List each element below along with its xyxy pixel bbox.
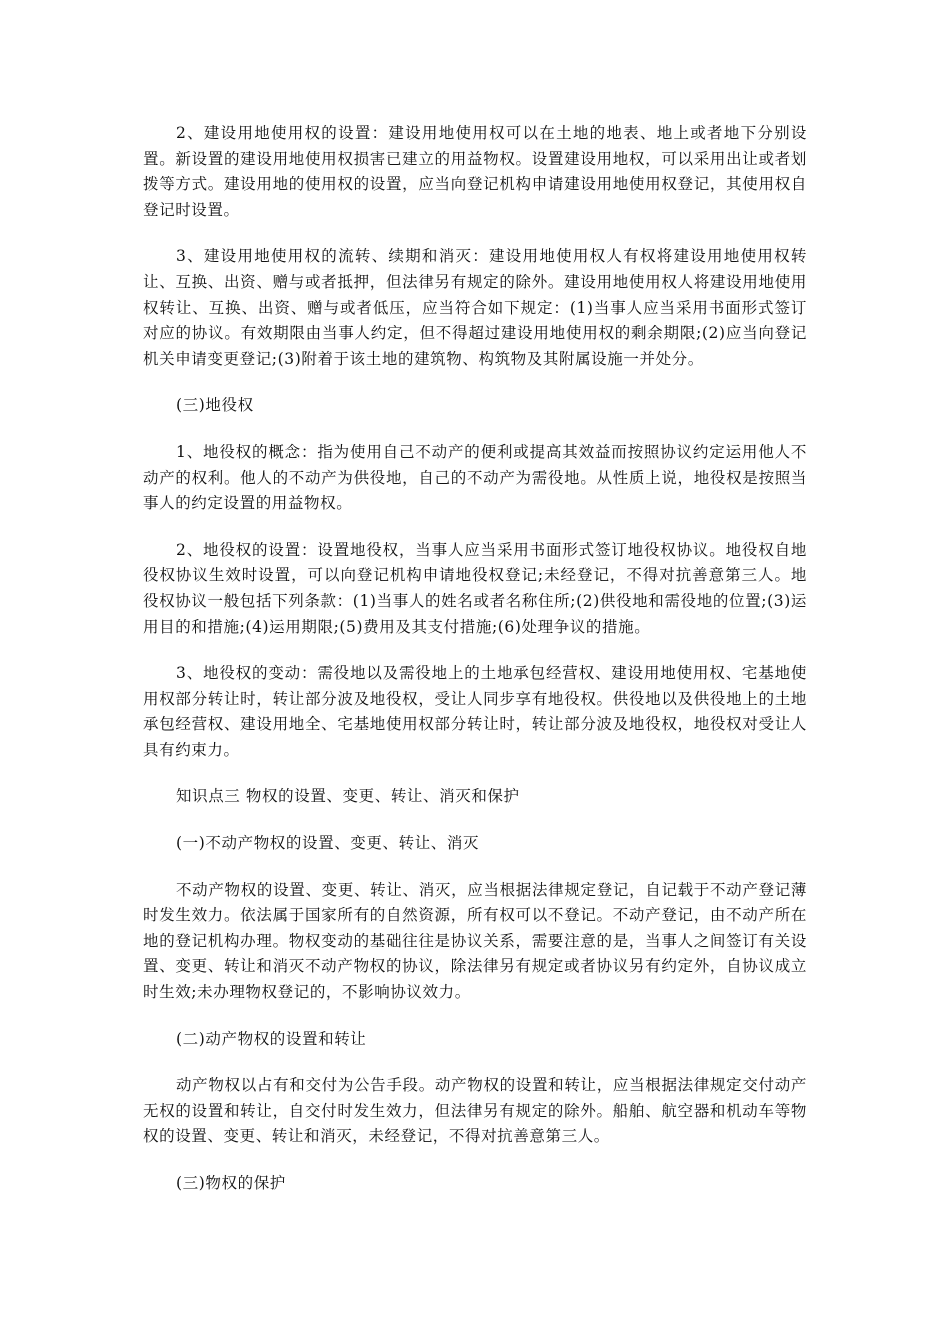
paragraph: 2、地役权的设置：设置地役权，当事人应当采用书面形式签订地役权协议。地役权自地役权协议生效时设置，可以向登记机构申请地役权登记;未经登记，不得对抗善意第三人。地役权协议一般包括下列条款：(1)当事人的姓名或者名称住所;(2)供役地和需役地的位置;(3)运用目的和措施;(4)运用期限;(5)费用及其支付措施;(6)处理争议的措施。 — [143, 540, 807, 636]
section-heading: (一)不动产物权的设置、变更、转让、消灭 — [176, 834, 480, 853]
paragraph: 不动产物权的设置、变更、转让、消灭，应当根据法律规定登记，自记载于不动产登记薄时发生效力。依法属于国家所有的自然资源，所有权可以不登记。不动产登记，由不动产所在地的登记机构办理。物权变动的基础往往是协议关系，需要注意的是，当事人之间签订有关设置、变更、转让和消灭不动产物权的协议，除法律另有规定或者协议另有约定外，自协议成立时生效;未办理物权登记的，不影响协议效力。 — [143, 880, 807, 1002]
section-heading: 知识点三 物权的设置、变更、转让、消灭和保护 — [176, 787, 520, 806]
paragraph: 3、建设用地使用权的流转、续期和消灭：建设用地使用权人有权将建设用地使用权转让、互换、出资、赠与或者抵押，但法律另有规定的除外。建设用地使用权人将建设用地使用权转让、互换、出资、赠与或者低压，应当符合如下规定：(1)当事人应当采用书面形式签订对应的协议。有效期限由当事人约定，但不得超过建设用地使用权的剩余期限;(2)应当向登记机关申请变更登记;(3)附着于该土地的建筑物、构筑物及其附属设施一并处分。 — [143, 247, 807, 368]
section-heading: (三)地役权 — [176, 396, 254, 415]
document-body — [143, 121, 807, 1218]
paragraph: 2、建设用地使用权的设置：建设用地使用权可以在土地的地表、地上或者地下分别设置。新设置的建设用地使用权损害已建立的用益物权。设置建设用地权，可以采用出让或者划拨等方式。建设用地的使用权的设置，应当向登记机构申请建设用地使用权登记，其使用权自登记时设置。 — [143, 124, 807, 219]
section-heading: (二)动产物权的设置和转让 — [176, 1029, 367, 1048]
paragraph: 1、地役权的概念：指为使用自己不动产的便利或提高其效益而按照协议约定运用他人不动产的权利。他人的不动产为供役地，自己的不动产为需役地。从性质上说，地役权是按照当事人的约定设置的用益物权。 — [143, 442, 807, 513]
paragraph: 动产物权以占有和交付为公告手段。动产物权的设置和转让，应当根据法律规定交付动产无权的设置和转让，自交付时发生效力，但法律另有规定的除外。船舶、航空器和机动车等物权的设置、变更、转让和消灭，未经登记，不得对抗善意第三人。 — [143, 1076, 807, 1146]
section-heading: (三)物权的保护 — [176, 1174, 286, 1192]
paragraph: 3、地役权的变动：需役地以及需役地上的土地承包经营权、建设用地使用权、宅基地使用权部分转让时，转让部分波及地役权，受让人同步享有地役权。供役地以及供役地上的土地承包经营权、建设用地全、宅基地使用权部分转让时，转让部分波及地役权，地役权对受让人具有约束力。 — [143, 664, 807, 759]
